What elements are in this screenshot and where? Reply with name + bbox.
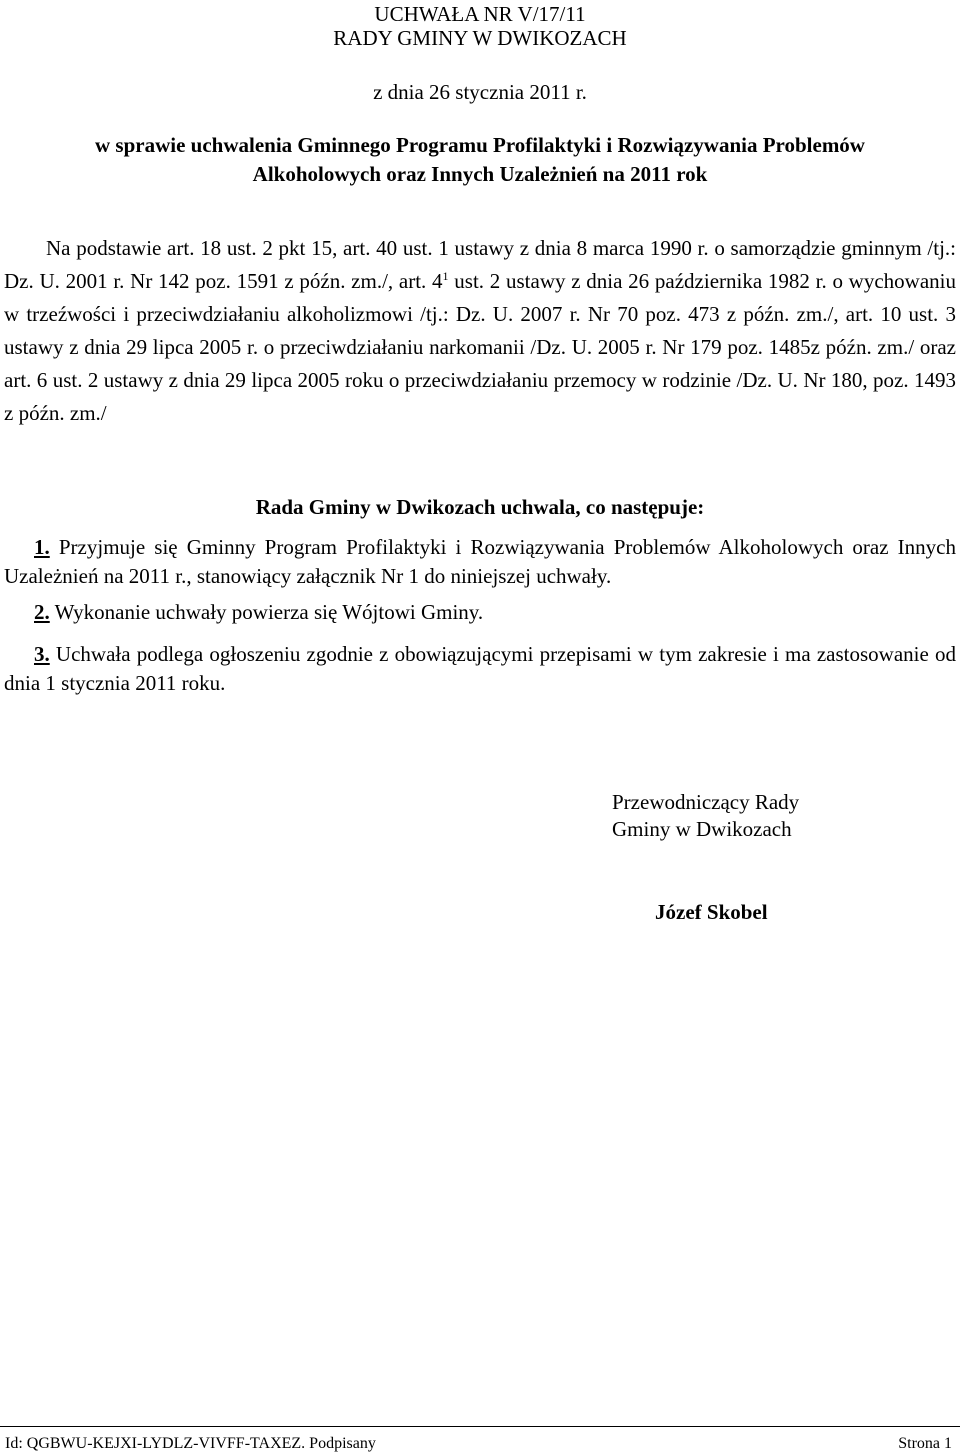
section-text: Uchwała podlega ogłoszeniu zgodnie z obowiązującymi przepisami w tym zakresie i ma zastosowanie od dnia 1 stycznia 2011 roku. [4, 642, 956, 695]
signer-name: Józef Skobel [655, 900, 768, 924]
section-1 [4, 533, 956, 591]
section-number: 2. [34, 600, 50, 624]
legal-basis-paragraph [4, 232, 956, 430]
signature-role-line-1: Przewodniczący Rady [612, 790, 800, 814]
section-3 [4, 640, 956, 698]
resolution-heading: Rada Gminy w Dwikozach uchwala, co następuje: [255, 495, 705, 519]
signature-role [612, 789, 799, 843]
superscript: 1 [442, 269, 449, 283]
council-name: RADY GMINY W DWIKOZACH [333, 26, 627, 50]
section-number: 3. [34, 642, 50, 666]
legal-basis-text-1: Na podstawie art. 18 ust. 2 pkt 15, art. 40 ust. 1 ustawy z dnia 8 marca 1990 r. o samorządzie gminnym /tj.: Dz. U. 2001 r. Nr 142 poz. 1591 z późn. zm./, art. 4 [4, 236, 956, 293]
resolution-date: z dnia 26 stycznia 2011 r. [373, 80, 587, 104]
subject-line-2: Alkoholowych oraz Innych Uzależnień na 2011 rok [252, 162, 708, 186]
section-number: 1. [34, 535, 50, 559]
signature-role-line-2: Gminy w Dwikozach [612, 817, 792, 841]
footer-divider [0, 1426, 960, 1427]
section-text: Wykonanie uchwały powierza się Wójtowi Gminy. [49, 600, 484, 624]
section-2 [4, 598, 956, 627]
legal-basis-text-2: ust. 2 ustawy z dnia 26 października 1982 r. o wychowaniu w trzeźwości i przeciwdziałaniu alkoholizmowi /tj.: Dz. U. 2007 r. Nr 70 poz. 473 z późn. zm./, art. 10 ust. 3 ustawy z dnia 29 lipca 2005 r. o przeciwdziałaniu narkomanii /Dz. U. 2005 r. Nr 179 poz. 1485z późn. zm./ oraz art. 6 ust. 2 ustawy z dnia 29 lipca 2005 roku o przeciwdziałaniu przemocy w rodzinie /Dz. U. Nr 180, poz. 1493 z późn. zm./ [4, 269, 956, 425]
footer-page-number: Strona 1 [898, 1435, 952, 1452]
subject-line-1: w sprawie uchwalenia Gminnego Programu Profilaktyki i Rozwiązywania Problemów [95, 133, 865, 157]
footer-document-id: Id: QGBWU-KEJXI-LYDLZ-VIVFF-TAXEZ. Podpisany [5, 1435, 376, 1452]
resolution-number: UCHWAŁA NR V/17/11 [374, 2, 586, 26]
section-text: Przyjmuje się Gminny Program Profilaktyki i Rozwiązywania Problemów Alkoholowych oraz Innych Uzależnień na 2011 r., stanowiący załącznik Nr 1 do niniejszej uchwały. [4, 535, 956, 588]
resolution-subject [0, 131, 960, 189]
